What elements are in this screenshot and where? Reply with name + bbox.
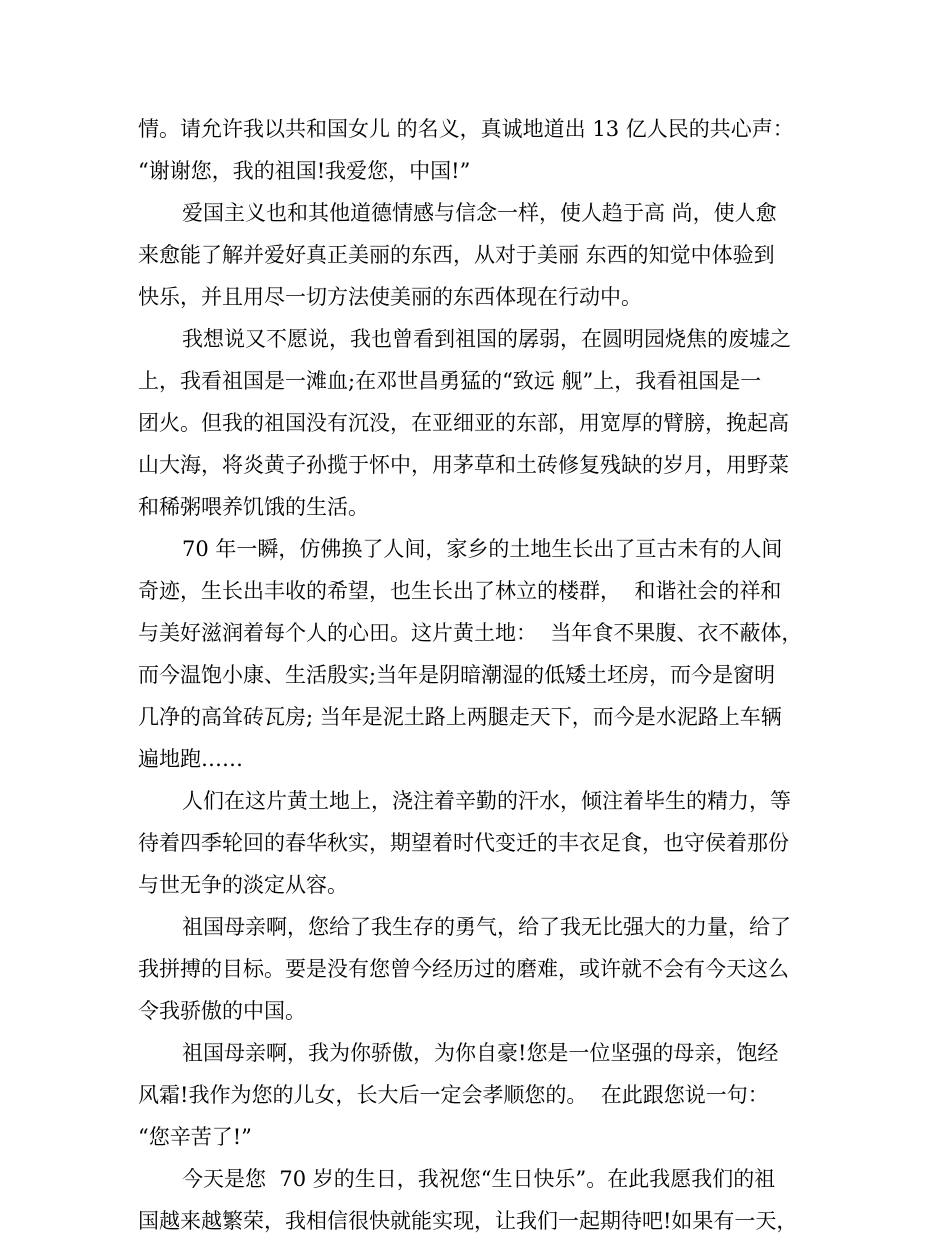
text-line: 和稀粥喂养饥饿的生活。 (138, 495, 369, 519)
text-line: “谢谢您，我的祖国!我爱您，中国!” (138, 159, 471, 183)
text-line: 遍地跑…… (138, 747, 243, 771)
text-line: 与世无争的淡定从容。 (138, 873, 348, 897)
text-line: 快乐，并且用尽一切方法使美丽的东西体现在行动中。 (138, 285, 642, 309)
paragraph-first-line: 70 年一瞬，仿佛换了人间，家乡的土地生长出了亘古未有的人间 (182, 537, 783, 561)
text-line: “您辛苦了!” (138, 1125, 252, 1149)
text-line: 上，我看祖国是一滩血;在邓世昌勇猛的“致远 舰”上，我看祖国是一 (138, 369, 762, 393)
text-line: 山大海，将炎黄子孙揽于怀中，用茅草和土砖修复残缺的岁月，用野菜 (138, 453, 789, 477)
text-line: 风霜!我作为您的儿女，长大后一定会孝顺您的。 在此跟您说一句： (138, 1083, 769, 1107)
document-body (138, 108, 824, 1242)
paragraph-first-line: 祖国母亲啊，我为你骄傲，为你自豪!您是一位坚强的母亲，饱经 (182, 1041, 779, 1065)
paragraph-first-line: 祖国母亲啊，您给了我生存的勇气，给了我无比强大的力量，给了 (182, 915, 791, 939)
text-line: 团火。但我的祖国没有沉没，在亚细亚的东部，用宽厚的臂膀，挽起高 (138, 411, 789, 435)
text-line: 待着四季轮回的春华秋实，期望着时代变迁的丰衣足食，也守侯着那份 (138, 831, 789, 855)
text-line: 我拼搏的目标。要是没有您曾今经历过的磨难，或许就不会有今天这么 (138, 957, 789, 981)
text-line: 几净的高耸砖瓦房; 当年是泥土路上两腿走天下，而今是水泥路上车辆 (138, 705, 782, 729)
text-line: 与美好滋润着每个人的心田。这片黄土地： 当年食不果腹、衣不蔽体， (138, 621, 803, 645)
text-line: 令我骄傲的中国。 (138, 999, 306, 1023)
text-line: 来愈能了解并爱好真正美丽的东西，从对于美丽 东西的知觉中体验到 (138, 243, 775, 267)
text-line: 国越来越繁荣，我相信很快就能实现，让我们一起期待吧!如果有一天， (138, 1209, 798, 1233)
text-line: 奇迹，生长出丰收的希望，也生长出了林立的楼群， 和谐社会的祥和 (138, 579, 782, 603)
paragraph-first-line: 爱国主义也和其他道德情感与信念一样，使人趋于高 尚，使人愈 (182, 201, 777, 225)
paragraph-first-line: 今天是您 70 岁的生日，我祝您“生日快乐”。在此我愿我们的祖 (182, 1167, 776, 1191)
paragraph-first-line: 人们在这片黄土地上，浇注着辛勤的汗水，倾注着毕生的精力，等 (182, 789, 791, 813)
paragraph-first-line: 我想说又不愿说，我也曾看到祖国的孱弱，在圆明园烧焦的废墟之 (182, 327, 791, 351)
text-line: 情。请允许我以共和国女儿 的名义，真诚地道出 13 亿人民的共心声： (138, 117, 794, 141)
text-line: 而今温饱小康、生活殷实;当年是阴暗潮湿的低矮土坯房，而今是窗明 (138, 663, 776, 687)
